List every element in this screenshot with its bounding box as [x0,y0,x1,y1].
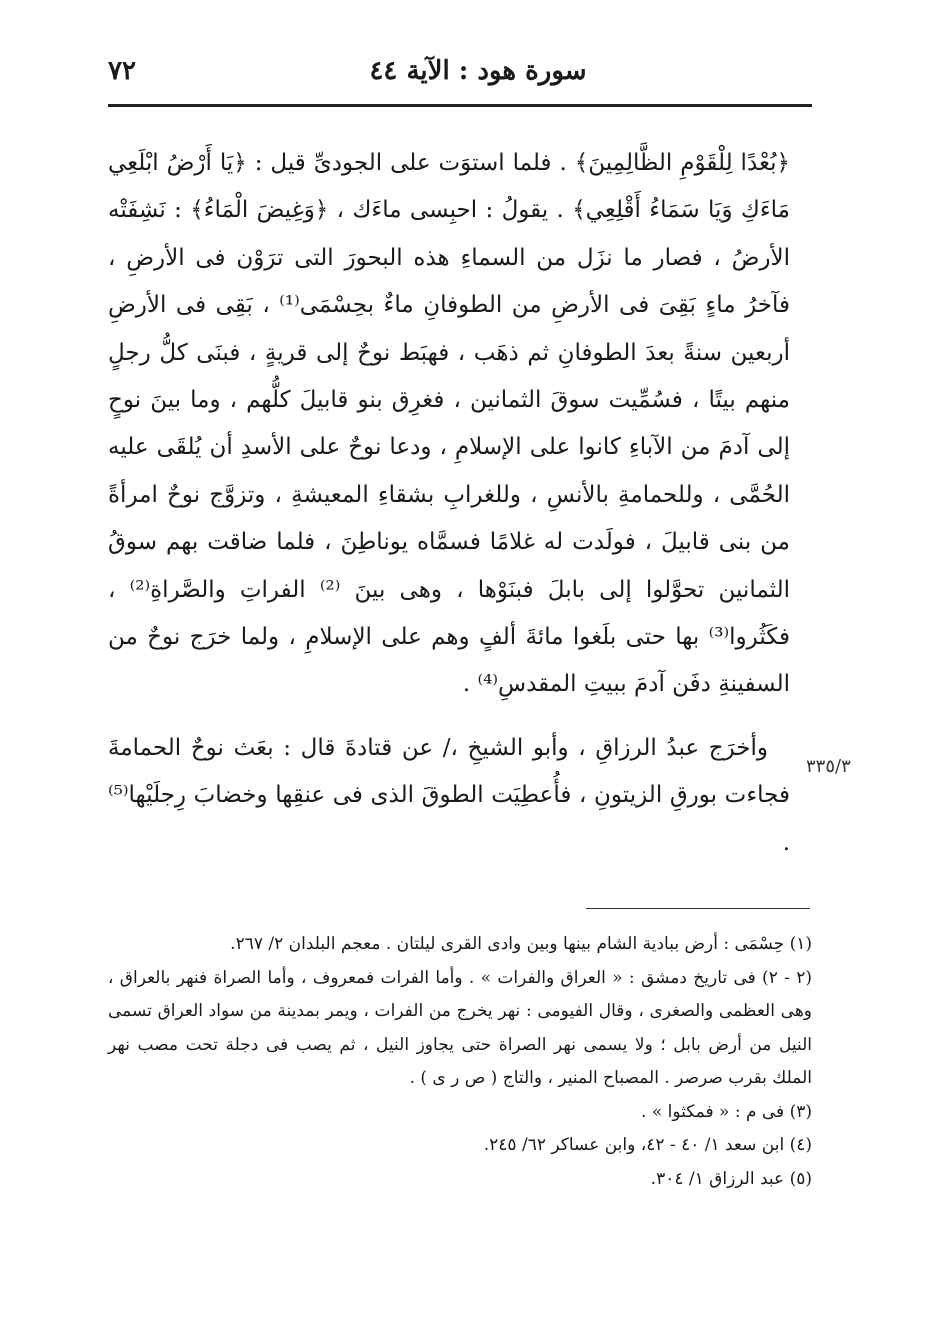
footnote-rule [586,908,810,909]
main-text [108,140,790,867]
footnotes [108,928,812,1196]
footnote-5: (٥) عبد الرزاق ١/ ٣٠٤. [650,1168,812,1189]
footnote-2: (٢ - ٢) فى تاريخ دمشق : « العراق والفرات » . وأما الفرات فمعروف ، وأما الصراة فنهر بالعراق ، وهى العظمى والصغرى ، وقال الفيومى : نهر يخرج من الفرات ، ويمر بمدينة من سواد العراق تسمى النيل من أرض بابل ؛ ولا يسمى نهر الصراة حتى يجاوز النيل ، ثم يصب فى دجلة تحت مصب نهر الملك بقرب صرصر . المصباح المنير ، والتاج ( ص ر ى ) . [108,967,812,1088]
margin-reference: ٣٣٥/٣ [806,756,851,777]
paragraph-1: ﴿بُعْدًا لِلْقَوْمِ الظَّالِمِينَ﴾ . فلما استوَت على الجودىِّ قيل : ﴿يَا أَرْضُ ابْلَعِي مَاءَكِ وَيَا سَمَاءُ أَقْلِعِي﴾ . يقولُ : احبِسى ماءَك ، ﴿وَغِيضَ الْمَاءُ﴾ : نَشِفَتْه الأرضُ ، فصار ما نزَل من السماءِ هذه البحورَ التى ترَوْن فى الأرضِ ، فآخرُ ماءٍ بَقِىَ فى الأرضِ من الطوفانِ ماءٌ بحِسْمَى⁽¹⁾ ، بَقِى فى الأرضِ أربعين سنةً بعدَ الطوفانِ ثم ذهَب ، فهبَط نوحٌ إلى قريةٍ ، فبنَى كلُّ رجلٍ منهم بيتًا ، فسُمِّيت سوقَ الثمانين ، فغرِق بنو قابيلَ كلُّهم ، وما بينَ نوحٍ إلى آدمَ من الآباءِ كانوا على الإسلامِ ، ودعا نوحٌ على الأسدِ أن يُلقَى عليه الحُمَّى ، وللحمامةِ بالأنسِ ، وللغرابِ بشقاءِ المعيشةِ ، وتزوَّج نوحٌ امرأةً من بنى قابيلَ ، فولَدت له غلامًا فسمَّاه يوناطِنَ ، فلما ضاقت بهم سوقُ الثمانين تحوَّلوا إلى بابلَ فبنَوْها ، وهى بينَ ⁽²⁾ الفراتِ والصَّراةِ⁽²⁾ ، فكَثُروا⁽³⁾ بها حتى بلَغوا مائةَ ألفٍ وهم على الإسلامِ ، ولما خرَج نوحٌ من السفينةِ دفَن آدمَ ببيتِ المقدسِ⁽⁴⁾ . [108,150,790,698]
running-head [108,52,812,92]
paragraph-2: وأخرَج عبدُ الرزاقِ ، وأبو الشيخِ ،/ عن قتادةَ قال : بعَث نوحٌ الحمامةَ فجاءت بورقِ الزيتونِ ، فأُعطِيَت الطوقَ الذى فى عنقِها وخضابَ رِجلَيْها⁽⁵⁾ . [108,734,790,856]
footnote-1: (١) حِسْمَى : أرض ببادية الشام بينها وبين وادى القرى ليلتان . معجم البلدان ٢/ ٢٦٧. [230,934,812,954]
page-number: ٧٢ [108,56,136,86]
surah-verse-title: سورة هود : الآية ٤٤ [369,56,587,86]
header-rule [108,104,812,107]
footnote-4: (٤) ابن سعد ١/ ٤٠ - ٤٢، وابن عساكر ٦٢/ ٢٤٥. [483,1135,812,1155]
footnote-3: (٣) فى م : « فمكثوا » . [641,1101,812,1122]
